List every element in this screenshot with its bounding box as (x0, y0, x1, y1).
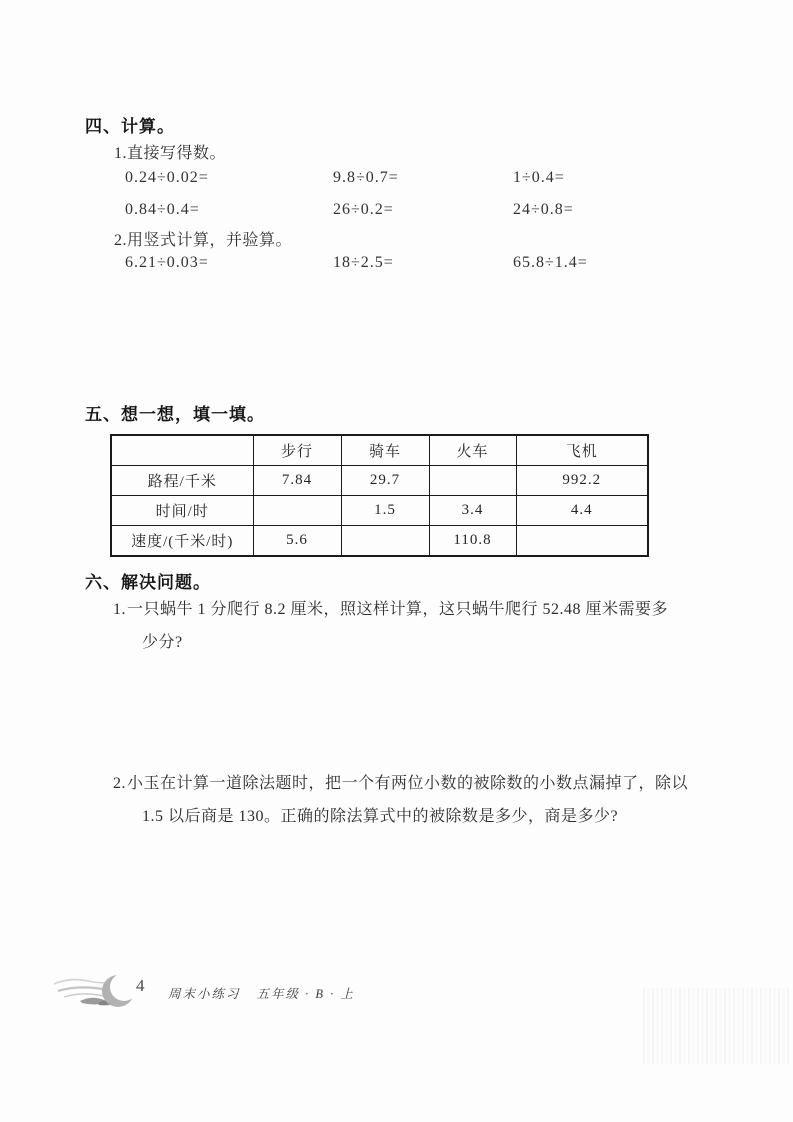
table-header-empty (111, 435, 253, 466)
division-expression: 0.24÷0.02= (125, 169, 209, 186)
subtask-label-direct-calc: 1.直接写得数。 (114, 145, 227, 162)
row-label-distance: 路程/千米 (111, 466, 253, 496)
division-expression: 65.8÷1.4= (513, 254, 588, 271)
problem-text: 一只蜗牛 1 分爬行 8.2 厘米，照这样计算，这只蜗牛爬行 52.48 厘米需要多 (127, 601, 669, 618)
subtask-label-vertical-calc: 2.用竖式计算，并验算。 (114, 232, 293, 249)
problem-2-text-line-1 (113, 770, 688, 793)
table-cell (429, 466, 516, 496)
division-expression: 0.84÷0.4= (125, 201, 200, 218)
division-expression: 6.21÷0.03= (125, 254, 209, 271)
table-header-plane: 飞机 (516, 435, 648, 466)
table-cell (341, 526, 429, 557)
division-expression: 24÷0.8= (513, 201, 574, 218)
faint-barcode-watermark (643, 988, 790, 1064)
division-expression: 18÷2.5= (333, 254, 394, 271)
problem-1-text-line-1 (113, 596, 668, 619)
table-header-bike: 骑车 (341, 435, 429, 466)
table-row-distance (111, 466, 648, 496)
table-cell (516, 526, 648, 557)
division-expression: 9.8÷0.7= (333, 169, 399, 186)
problem-1-text-line-2: 少分? (142, 634, 183, 651)
table-cell: 110.8 (429, 526, 516, 557)
table-cell: 3.4 (429, 496, 516, 526)
problem-number: 2. (113, 775, 126, 792)
table-row-speed (111, 526, 648, 557)
section-heading-calculation: 四、计算。 (85, 117, 175, 136)
table-cell: 992.2 (516, 466, 648, 496)
equation-row (0, 169, 793, 191)
speed-distance-time-table (110, 434, 649, 557)
footer-book-title: 周末小练习 (168, 987, 241, 1001)
table-cell (253, 496, 341, 526)
table-cell: 5.6 (253, 526, 341, 557)
cloud-moon-decoration-icon (50, 968, 170, 1016)
page-number: 4 (136, 976, 145, 995)
table-cell: 4.4 (516, 496, 648, 526)
table-header-row (111, 435, 648, 466)
table-cell: 1.5 (341, 496, 429, 526)
table-header-walk: 步行 (253, 435, 341, 466)
row-label-time: 时间/时 (111, 496, 253, 526)
table-header-train: 火车 (429, 435, 516, 466)
row-label-speed: 速度/(千米/时) (111, 526, 253, 557)
footer-caption (168, 984, 355, 1002)
equation-row (0, 254, 793, 276)
problem-2-text-line-2: 1.5 以后商是 130。正确的除法算式中的被除数是多少，商是多少? (142, 808, 619, 825)
table-cell: 7.84 (253, 466, 341, 496)
problem-number: 1. (113, 601, 126, 618)
problem-text: 小玉在计算一道除法题时，把一个有两位小数的被除数的小数点漏掉了，除以 (127, 775, 689, 792)
division-expression: 26÷0.2= (333, 201, 394, 218)
table-cell: 29.7 (341, 466, 429, 496)
division-expression: 1÷0.4= (513, 169, 565, 186)
table-row-time (111, 496, 648, 526)
section-heading-fill-table: 五、想一想，填一填。 (85, 405, 265, 424)
equation-row (0, 201, 793, 223)
footer-grade-label: 五年级 · B · 上 (256, 987, 355, 1001)
section-heading-solve-problems: 六、解决问题。 (85, 573, 211, 592)
